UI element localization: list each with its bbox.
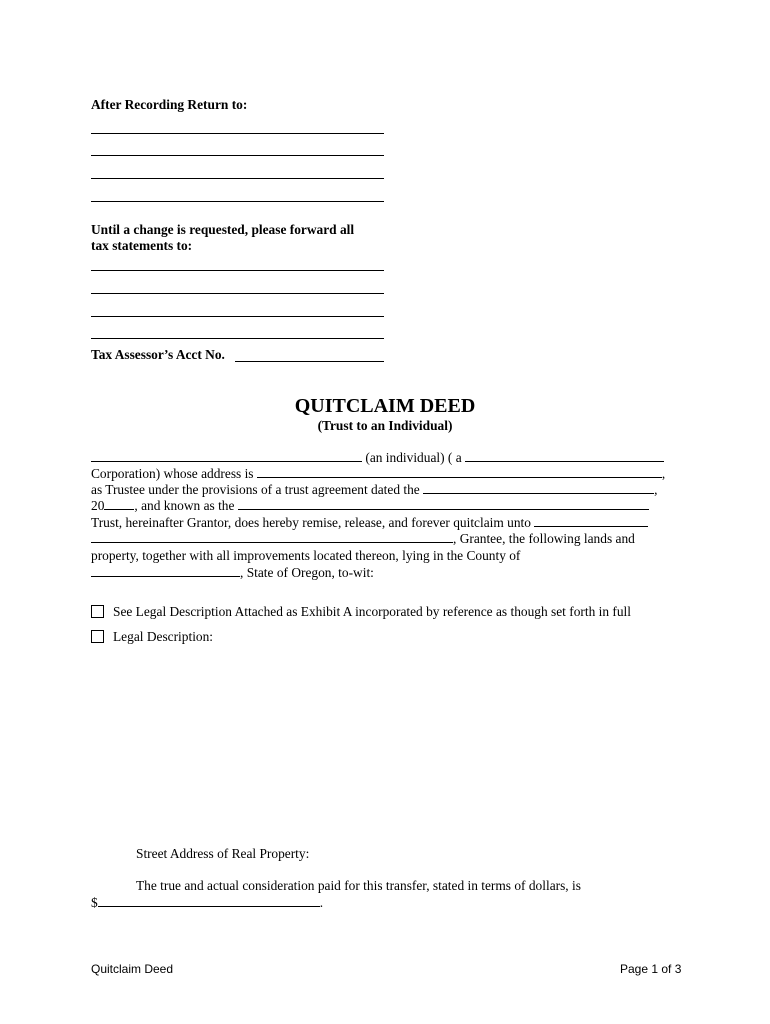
grantee-blank[interactable]: [91, 531, 453, 543]
exhibit-label: See Legal Description Attached as Exhibit A incorporated by reference as though set forth in full: [113, 604, 631, 619]
year-prefix: 20: [91, 498, 105, 513]
trustee-text: as Trustee under the provisions of a trust agreement dated the: [91, 482, 420, 497]
county-blank[interactable]: [91, 565, 240, 577]
body-line-3: [91, 482, 657, 498]
body-line-4: [91, 498, 649, 514]
return-to-label: After Recording Return to:: [91, 97, 248, 112]
grantee-text: , Grantee, the following lands and: [453, 531, 635, 546]
corporation-blank[interactable]: [465, 450, 664, 462]
state-text: , State of Oregon, to-wit:: [240, 565, 374, 580]
known-as-text: , and known as the: [134, 498, 235, 513]
return-line-4[interactable]: [91, 201, 384, 202]
tax-statements-label-line1: Until a change is requested, please forward all: [91, 222, 355, 237]
legal-description-checkbox[interactable]: [91, 630, 104, 643]
period: .: [319, 895, 324, 910]
deed-title: QUITCLAIM DEED: [294, 395, 476, 417]
tax-statements-label-line2: tax statements to:: [91, 238, 193, 253]
body-line-2: [91, 466, 665, 482]
body-line-7: property, together with all improvements located thereon, lying in the County of: [91, 548, 521, 563]
address-blank[interactable]: [257, 466, 662, 478]
trust-name-blank[interactable]: [238, 498, 649, 510]
comma: ,: [654, 482, 658, 497]
body-line-8: [91, 565, 374, 581]
grantee-blank-start[interactable]: [534, 515, 648, 527]
consideration-text: The true and actual consideration paid for this transfer, stated in terms of dollars, is: [136, 878, 581, 893]
trust-date-blank[interactable]: [423, 482, 654, 494]
footer-doc-title: Quitclaim Deed: [91, 962, 174, 976]
exhibit-checkbox[interactable]: [91, 605, 104, 618]
individual-text: (an individual) ( a: [365, 450, 462, 465]
assessor-acct-line[interactable]: [235, 361, 384, 362]
footer-page-number: Page 1 of 3: [620, 962, 682, 976]
return-line-3[interactable]: [91, 178, 384, 179]
body-line-1: [91, 450, 664, 466]
tax-line-3[interactable]: [91, 316, 384, 317]
assessor-acct-label: Tax Assessor’s Acct No.: [91, 347, 225, 362]
dollar-sign: $: [91, 895, 98, 910]
return-line-2[interactable]: [91, 155, 384, 156]
body-line-5: [91, 515, 648, 531]
consideration-amount-line: [91, 895, 323, 911]
year-blank[interactable]: [104, 498, 134, 510]
legal-description-label: Legal Description:: [113, 629, 214, 644]
grantor-name-blank[interactable]: [91, 450, 362, 462]
comma: ,: [661, 466, 666, 481]
street-address-label: Street Address of Real Property:: [136, 846, 310, 861]
quitclaim-text: Trust, hereinafter Grantor, does hereby remise, release, and forever quitclaim unto: [91, 515, 531, 530]
tax-line-2[interactable]: [91, 293, 384, 294]
deed-subtitle: (Trust to an Individual): [317, 418, 453, 433]
consideration-amount-blank[interactable]: [98, 895, 320, 907]
tax-line-4[interactable]: [91, 338, 384, 339]
body-line-6: [91, 531, 635, 547]
address-text: Corporation) whose address is: [91, 466, 254, 481]
tax-line-1[interactable]: [91, 270, 384, 271]
return-line-1[interactable]: [91, 133, 384, 134]
